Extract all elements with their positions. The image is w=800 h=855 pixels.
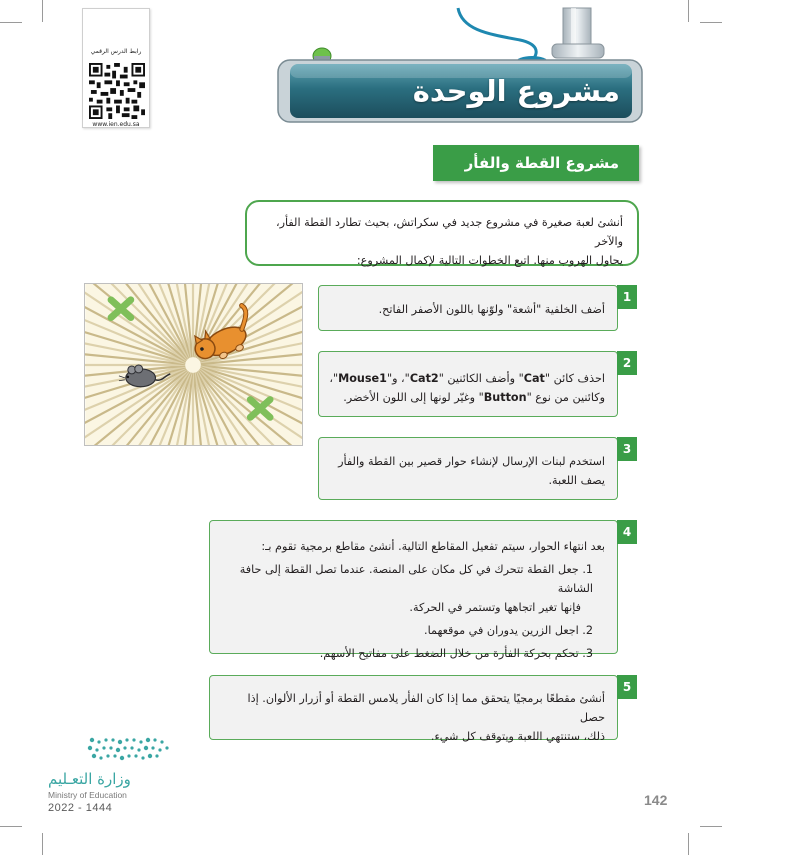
list-item: 3. تحكم بحركة الفأرة من خلال الضغط على مفاتيح الأسهم. [319, 647, 593, 660]
intro-line: أنشئ لعبة صغيرة في مشروع جديد في سكراتش، بحيث تطارد القطة الفأر، والآخر [275, 216, 623, 248]
list-item [220, 560, 605, 617]
ministry-name-ar: وزارة التعـليم [48, 770, 131, 788]
logo-dot [148, 754, 152, 758]
step-line: استخدم لبنات الإرسال لإنشاء حوار قصير بين القطة والفأر [338, 455, 605, 468]
intro-box [245, 200, 639, 266]
step-line [329, 388, 605, 407]
sprite-name: Mouse1 [338, 372, 387, 385]
logo-dot [109, 746, 112, 749]
logo-dot [120, 756, 124, 760]
logo-dot [139, 740, 142, 743]
text-fragment: وكائنين من نوع " [526, 391, 605, 404]
logo-dot [132, 738, 135, 741]
ministry-name-en: Ministry of Education [48, 790, 127, 800]
text-fragment: " وأضف الكائنين " [438, 372, 524, 385]
logo-dot [95, 748, 98, 751]
logo-dot [106, 754, 109, 757]
scratch-stage-image [84, 283, 303, 446]
digital-lesson-qr-card[interactable] [82, 8, 150, 128]
step-4-box [209, 520, 632, 660]
step-text [220, 689, 605, 746]
page-number: 142 [644, 792, 668, 808]
step-1-box [318, 285, 632, 331]
crop-mark [700, 22, 722, 23]
step-line [329, 369, 605, 388]
list-item-line: 1. جعل القطة تتحرك في كل مكان على المنصة. عندما تصل القطة إلى حافة الشاشة [239, 563, 593, 595]
step-3-box [318, 437, 632, 500]
step-number: 5 [617, 675, 637, 699]
intro-line: يحاول الهروب منها. اتبع الخطوات التالية لإكمال المشروع: [356, 254, 623, 267]
crop-mark [42, 0, 43, 22]
crop-mark [688, 833, 689, 855]
logo-dot [92, 754, 96, 758]
logo-dot [134, 754, 137, 757]
edition-year: 2022 - 1444 [48, 802, 113, 814]
step-line: أنشئ مقطعًا برمجيًا يتحقق مما إذا كان الفأر يلامس القطة أو أزرار الألوان. إذا حصل [247, 692, 605, 724]
logo-dot [141, 756, 144, 759]
logo-dot [111, 738, 114, 741]
logo-dot [137, 748, 140, 751]
logo-dot [116, 748, 120, 752]
step-number: 4 [617, 520, 637, 544]
logo-dot [102, 746, 105, 749]
section-header: مشروع القطة والفأر [433, 145, 639, 181]
qr-code-icon[interactable] [89, 63, 145, 119]
crop-mark [688, 0, 689, 22]
logo-dot [104, 738, 107, 741]
step-number: 1 [617, 285, 637, 309]
step-text [220, 537, 605, 663]
logo-dot [123, 746, 126, 749]
logo-dot [125, 738, 128, 741]
step-intro: بعد انتهاء الحوار، سيتم تفعيل المقاطع التالية. أنشئ مقاطع برمجية تقوم بـ: [261, 540, 605, 553]
step-number: 3 [617, 437, 637, 461]
qr-label: رابط الدرس الرقمي [90, 48, 142, 55]
logo-dot [88, 746, 92, 750]
step-number: 2 [617, 351, 637, 375]
list-item-line: فإنها تغير اتجاهها وتستمر في الحركة. [409, 601, 581, 614]
step-text [329, 369, 605, 407]
logo-dot [151, 746, 154, 749]
logo-dot [146, 738, 150, 742]
logo-dot [97, 740, 100, 743]
text-fragment: "، و" [386, 372, 410, 385]
sprite-name: Button [483, 391, 527, 404]
text-fragment: "، [329, 372, 339, 385]
step-list [220, 560, 605, 663]
step-5-box [209, 675, 632, 743]
logo-dot [130, 746, 133, 749]
crop-mark [700, 826, 722, 827]
crop-mark [0, 22, 22, 23]
logo-dot [158, 748, 161, 751]
sprite-name: Cat2 [409, 372, 439, 385]
logo-dot [155, 754, 158, 757]
logo-dot [90, 738, 94, 742]
logo-dot [144, 746, 148, 750]
step-2-box [318, 351, 632, 417]
logo-dot [113, 754, 116, 757]
unit-title: مشروع الوحدة [412, 74, 620, 108]
list-item: 2. اجعل الزرين يدوران في موقعهما. [424, 624, 593, 637]
step-line: يصف اللعبة. [548, 474, 605, 487]
logo-dot [165, 746, 168, 749]
logo-dot [160, 740, 163, 743]
step-text [329, 452, 605, 490]
crop-mark [0, 826, 22, 827]
logo-dot [127, 754, 130, 757]
step-text: أضف الخلفية "أشعة" ولوّنها باللون الأصفر الفاتح. [378, 303, 605, 316]
logo-dot [118, 740, 122, 744]
text-fragment: " وغيّر لونها إلى اللون الأخضر. [343, 391, 484, 404]
logo-dot [99, 756, 102, 759]
logo-dot [153, 738, 156, 741]
qr-url[interactable]: www.ien.edu.sa [92, 121, 140, 128]
text-fragment: احذف كائن " [544, 372, 605, 385]
step-line: ذلك، ستنتهي اللعبة ويتوقف كل شيء. [430, 730, 605, 743]
sprite-name: Cat [523, 372, 545, 385]
crop-mark [42, 833, 43, 855]
